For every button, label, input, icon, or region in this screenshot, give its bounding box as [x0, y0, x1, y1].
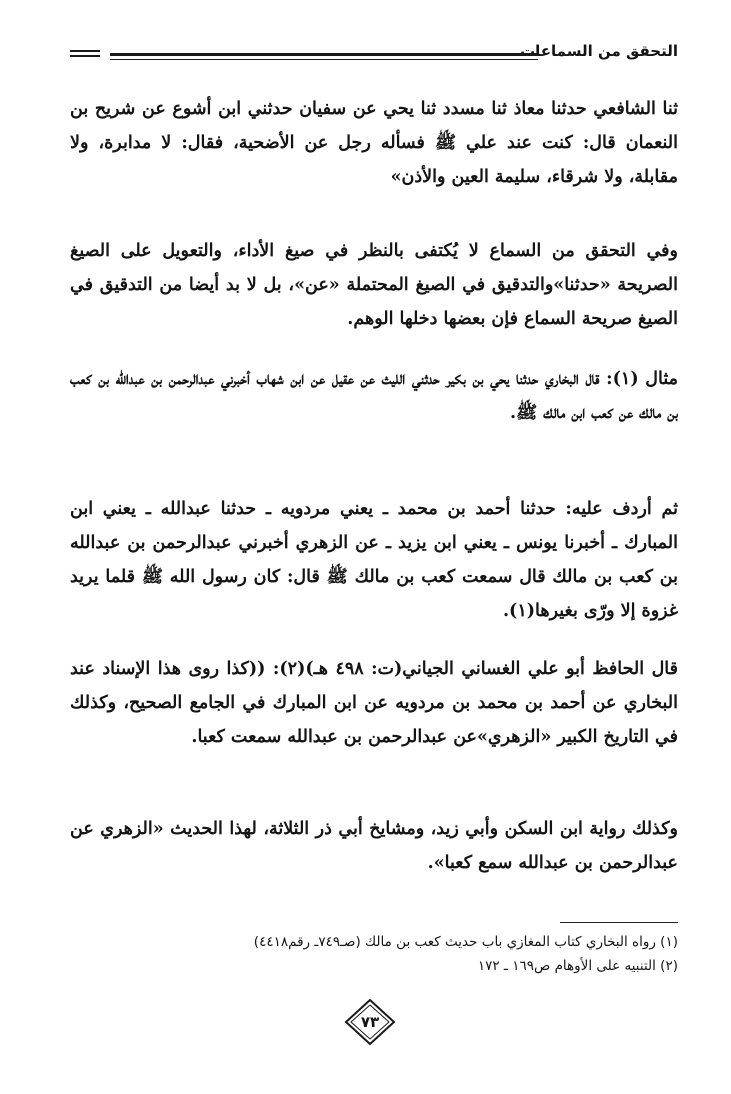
- header-rule-thin: [110, 59, 538, 60]
- running-header: [70, 40, 678, 70]
- footnote-1: (١) رواه البخاري كتاب المغازي باب حديث كعب بن مالك (صـ٧٤٩ـ رقم٤٤١٨): [253, 934, 678, 950]
- paragraph-6: وكذلك رواية ابن السكن وأبي زيد، ومشايخ أبي ذر الثلاثة، لهذا الحديث «الزهري عن عبدالرحمن بن عبدالله سمع كعبا».: [70, 819, 678, 873]
- paragraph-4: ثم أردف عليه: حدثنا أحمد بن محمد ـ يعني مردويه ـ حدثنا عبدالله ـ يعني ابن المبارك ـ أخبرنا يونس ـ يعني ابن يزيد ـ عن الزهري أخبرني عبدالرحمن بن عبدالله بن كعب بن مالك قال سمعت كعب بن مالك ﷺ قال: كان رسول الله ﷺ قلما يريد غزوة إلا ورّى بغيرها(١).: [70, 499, 678, 621]
- page-number-ornament: [344, 998, 396, 1046]
- paragraph-3: مثال (١): قال البخاري حدثنا يحي بن بكير حدثني الليث عن عقيل عن ابن شهاب أخبرني عبدالرحمن بن عبدالله بن كعب بن مالك عن كعب ابن مالك ﷺ.: [70, 369, 678, 423]
- page-number: ٧٣: [360, 1013, 380, 1031]
- paragraph-2: وفي التحقق من السماع لا يُكتفى بالنظر في صيغ الأداء، والتعويل على الصيغ الصريحة «حدثنا»والتدقيق في الصيغ المحتملة «عن»، بل لا بد أيضا من التدقيق في الصيغ صريحة السماع فإن بعضها دخلها الوهم.: [70, 241, 678, 329]
- paragraph-5: قال الحافظ أبو علي الغساني الجياني(ت: ٤٩٨ هـ)(٢): ((كذا روى هذا الإسناد عند البخاري عن أحمد بن محمد بن مردويه عن ابن المبارك في الجامع الصحيح، وكذلك في التاريخ الكبير «الزهري»عن عبدالرحمن بن عبدالله سمعت كعبا.: [70, 659, 678, 747]
- header-ornament: [70, 50, 100, 60]
- header-title: التحقق من السماعات: [520, 42, 678, 60]
- footnote-2: (٢) التنبيه على الأوهام ص١٦٩ ـ ١٧٢: [477, 958, 678, 974]
- paragraph-1: ثنا الشافعي حدثنا معاذ ثنا مسدد ثنا يحي عن سفيان حدثني ابن أشوع عن شريح بن النعمان قال: كنت عند علي ﷺ فسأله رجل عن الأضحية، فقال: لا مدابرة، ولا مقابلة، ولا شرقاء، سليمة العين والأذن»: [70, 99, 678, 187]
- footnotes: [118, 930, 678, 978]
- header-rule: [110, 53, 538, 56]
- footnote-separator: [560, 922, 678, 923]
